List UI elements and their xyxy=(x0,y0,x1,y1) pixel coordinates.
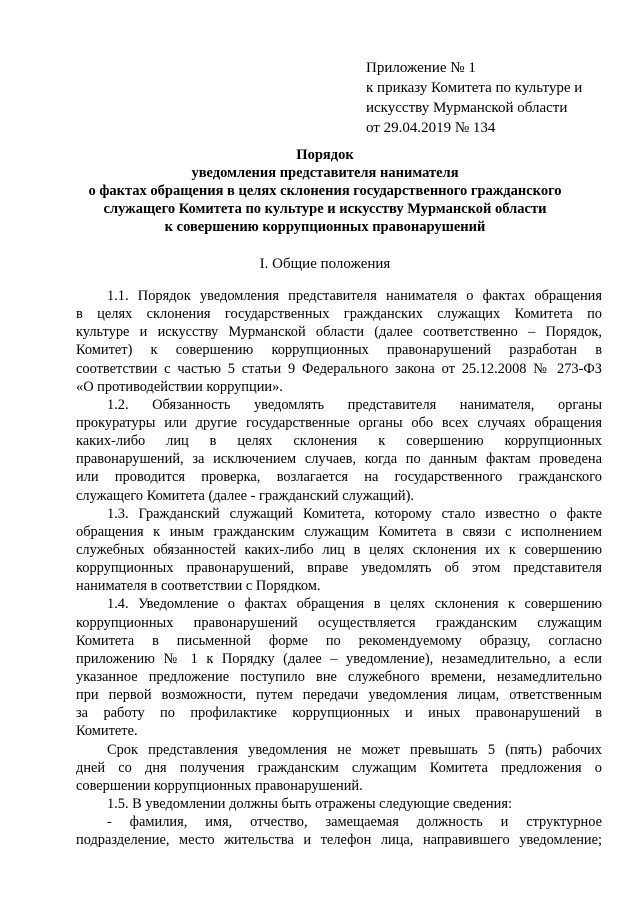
appendix-line: искусству Мурманской области xyxy=(366,100,568,116)
paragraph-line: подразделение, место жительства и телефон лица, направившего уведомление; xyxy=(76,832,602,849)
paragraph-line: указанное предложение поступило вне служебного времени, незамедлительно xyxy=(76,668,602,685)
paragraph xyxy=(76,813,602,849)
paragraph xyxy=(76,741,602,795)
appendix-line: Приложение № 1 xyxy=(366,60,476,76)
paragraph-line: в целях склонения государственных гражданских служащих Комитета по xyxy=(76,306,602,323)
paragraph-line: 1.1. Порядок уведомления представителя нанимателя о фактах обращения xyxy=(107,288,602,304)
paragraph-line: соответствии с частью 5 статьи 9 Федерального закона от 25.12.2008 № 273-ФЗ xyxy=(76,360,602,377)
paragraph-line: обращения к иным гражданским служащим Комитета в связи с исполнением xyxy=(76,523,602,540)
paragraph-line: 1.3. Гражданский служащий Комитета, которому стало известно о факте xyxy=(107,505,602,522)
paragraph-line: коррупционных правонарушений, вправе уведомлять об этом представителя xyxy=(76,560,602,577)
paragraph-line: Комитет) к совершению коррупционных правонарушений разработан в xyxy=(76,342,602,359)
paragraph-line: при первой возможности, путем передачи уведомления лицам, ответственным xyxy=(76,687,602,704)
paragraph-line: служащего Комитета (далее - гражданский служащий). xyxy=(76,487,415,504)
paragraph-line: 1.2. Обязанность уведомлять представителя нанимателя, органы xyxy=(107,396,602,413)
title-line: о фактах обращения в целях склонения государственного гражданского xyxy=(88,183,562,199)
paragraph-line: - фамилия, имя, отчество, замещаемая должность и структурное xyxy=(107,814,602,831)
paragraph-line: дней со дня получения гражданским служащим Комитета предложения о xyxy=(76,759,602,776)
paragraph xyxy=(76,287,602,396)
paragraph-line: служебных обязанностей каких-либо лиц в целях склонения их к совершению xyxy=(76,541,602,558)
paragraph-line: каких-либо лиц в целях склонения к совершению коррупционных xyxy=(76,433,602,450)
title-line: уведомления представителя нанимателя xyxy=(191,165,459,181)
paragraph-line: совершении коррупционных правонарушений. xyxy=(76,777,363,794)
paragraph-line: культуре и искусству Мурманской области (далее соответственно – Порядок, xyxy=(76,324,602,341)
paragraph xyxy=(76,505,602,596)
paragraph-line: 1.5. В уведомлении должны быть отражены следующие сведения: xyxy=(107,795,512,812)
paragraph xyxy=(76,795,602,813)
document-title xyxy=(60,146,590,236)
paragraph xyxy=(76,396,602,505)
paragraph-line: Срок представления уведомления не может превышать 5 (пять) рабочих xyxy=(107,741,602,758)
title-line: к совершению коррупционных правонарушений xyxy=(164,219,486,235)
paragraph xyxy=(76,595,602,740)
paragraph-line: прокуратуры или другие государственные органы обо всех случаях обращения xyxy=(76,414,602,431)
paragraph-line: Комитете. xyxy=(76,723,138,740)
document-body xyxy=(76,287,602,849)
appendix-line: от 29.04.2019 № 134 xyxy=(366,120,496,136)
title-line: Порядок xyxy=(296,147,354,163)
appendix-line: к приказу Комитета по культуре и xyxy=(366,80,583,96)
paragraph-line: коррупционных правонарушений осуществляется гражданским служащим xyxy=(76,614,602,631)
paragraph-line: нанимателя в соответствии с Порядком. xyxy=(76,578,321,595)
paragraph-line: «О противодействии коррупции». xyxy=(76,378,283,395)
paragraph-line: приложению № 1 к Порядку (далее – уведомление), незамедлительно, а если xyxy=(76,650,602,667)
section-heading: I. Общие положения xyxy=(259,256,391,272)
title-line: служащего Комитета по культуре и искусству Мурманской области xyxy=(103,201,547,217)
paragraph-line: правонарушений, за исключением случаев, когда по данным фактам проведена xyxy=(76,451,602,468)
appendix-block xyxy=(366,58,616,138)
paragraph-line: 1.4. Уведомление о фактах обращения в целях склонения к совершению xyxy=(107,596,602,613)
paragraph-line: за работу по профилактике коррупционных и иных правонарушений в xyxy=(76,705,602,722)
paragraph-line: Комитета в письменной форме по рекомендуемому образцу, согласно xyxy=(76,632,602,649)
paragraph-line: или проводится проверка, возлагается на государственного гражданского xyxy=(76,469,602,486)
